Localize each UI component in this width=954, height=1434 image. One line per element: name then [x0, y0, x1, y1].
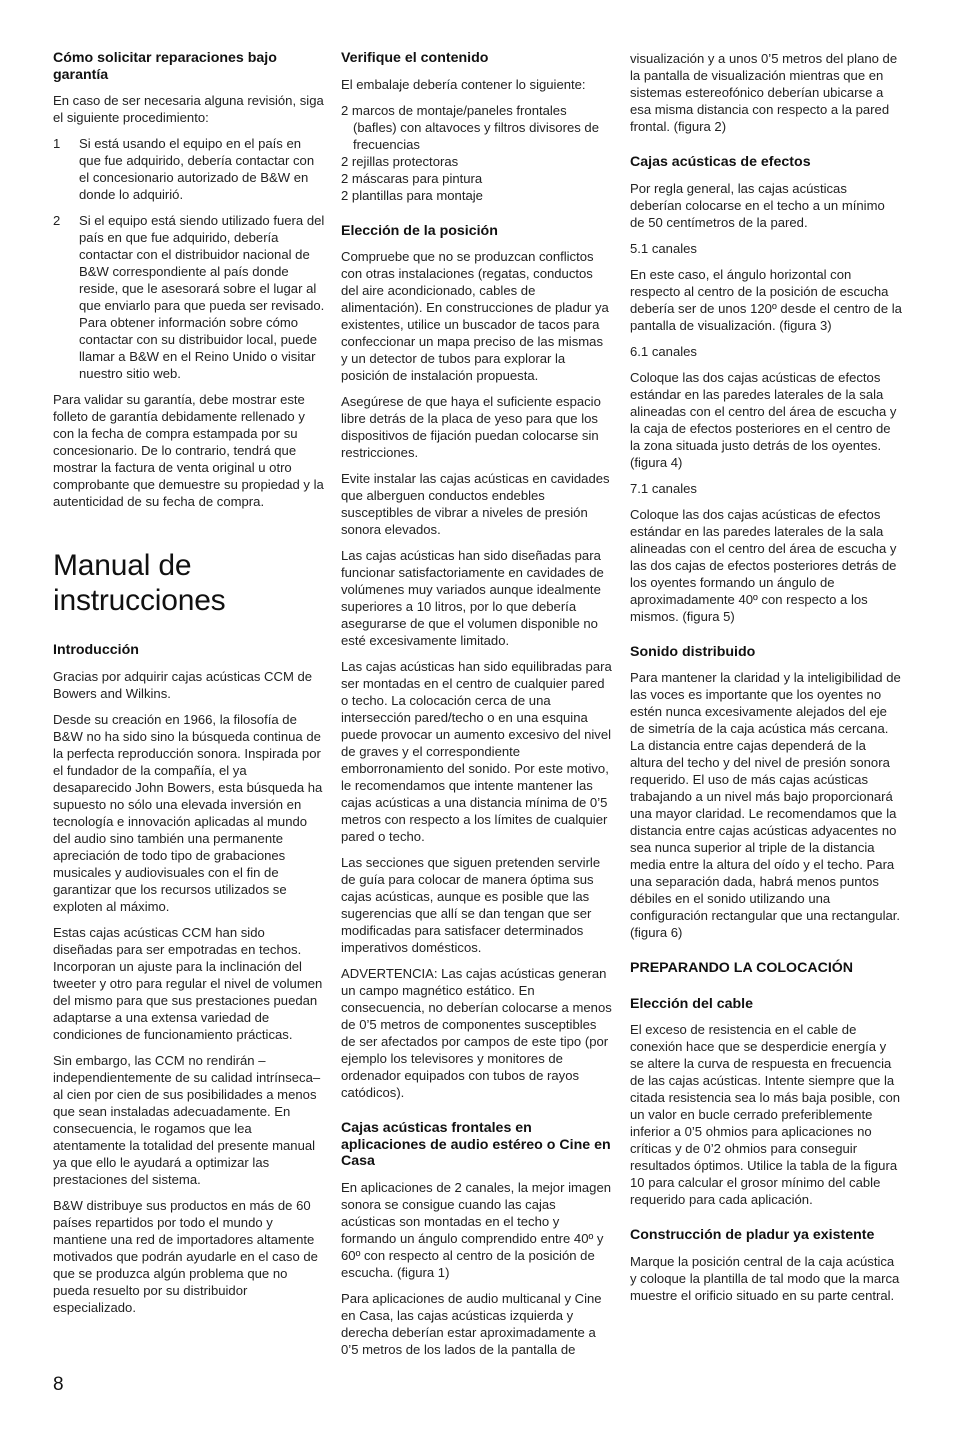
- effects-heading: Cajas acústicas de efectos: [630, 154, 811, 170]
- list-item: 1 Si está usando el equipo en el país en que fue adquirido, debería contactar con el concesionario autorizado de B&W en donde lo adquirió.: [53, 136, 315, 202]
- column-2: [341, 50, 613, 1367]
- list-item: 2 rejillas protectoras: [341, 153, 459, 169]
- subheading-5-1: 5.1 canales: [630, 240, 697, 256]
- paragraph: Por regla general, las cajas acústicas deberían colocarse en el techo a un mínimo de 50 centímetros de la pared.: [630, 180, 885, 230]
- list-item: 2 plantillas para montaje: [341, 187, 483, 203]
- subheading-6-1: 6.1 canales: [630, 343, 697, 359]
- column-3: [630, 50, 902, 1313]
- paragraph: Evite instalar las cajas acústicas en cavidades que alberguen conductos endebles susceptibles de vibrar a niveles de presión sonora elevados.: [341, 471, 610, 537]
- paragraph: Marque la posición central de la caja acústica y coloque la plantilla de tal modo que la marca muestre el orificio situado en su parte central.: [630, 1253, 900, 1303]
- paragraph: Las secciones que siguen pretenden servirle de guía para colocar de manera óptima sus cajas acústicas, aunque es posible que las sugerencias que allí se dan tengan que ser modificadas para satisfacer determinados imperativos domésticos.: [341, 855, 601, 955]
- paragraph: Sin embargo, las CCM no rendirán –independientemente de su calidad intrínseca– al cien por cien de sus posibilidades a menos que sean instaladas adecuadamente. En consecuencia, le rogamos que lea atentamente la totalidad del presente manual ya que ello le ayudará a optimizar las prestaciones del sistema.: [53, 1052, 321, 1187]
- paragraph: Para mantener la claridad y la inteligibilidad de las voces es importante que los oyentes no estén nunca excesivamente alejados del eje de simetría de la caja acústica más cercana. La distancia entre cajas dependerá de la altura del techo y del nivel de presión sonora requerido. El uso de más cajas acústicas trabajando a un nivel más bajo proporcionará una mayor claridad. Le recomendamos que la distancia entre cajas acústicas adyacentes no sea nunca superior al triple de la distancia media entre la altura del oído y el techo. Para una separación dada, habrá menos puntos débiles en el sonido utilizando una configuración rectangular que una rectangular. (figura 6): [630, 670, 901, 940]
- distributed-heading: Sonido distribuido: [630, 643, 756, 660]
- paragraph: visualización y a unos 0’5 metros del plano de la pantalla de visualización mientras que en sistemas estereofónico deberían ubicarse a esa misma distancia con respecto a la pared frontal. (figura 2): [630, 51, 898, 134]
- paragraph: En aplicaciones de 2 canales, la mejor imagen sonora se consigue cuando las cajas acústicas son montadas en el techo y formando un ángulo comprendido entre 40º y 60º con respecto al centro de la posición de escucha. (figura 1): [341, 1179, 612, 1280]
- prep-heading: PREPARANDO LA COLOCACIÓN: [630, 960, 854, 976]
- front-speakers-heading: Cajas acústicas frontales en aplicaciones de audio estéreo o Cine en Casa: [341, 1120, 611, 1169]
- paragraph: El exceso de resistencia en el cable de conexión hace que se desperdicie energía y se altere la curva de respuesta en frecuencia de las cajas acústicas. Intente siempre que la citada resistencia sea lo más baja posible, con un valor en bucle cerrado preferiblemente inferior a 0’5 ohmios para aplicaciones no críticas y de 0’2 ohmios para conseguir resultados óptimos. Utilice la tabla de la figura 10 para calcular el grosor mínimo del cable requerido para cada aplicación.: [630, 1022, 901, 1207]
- warranty-validate: Para validar su garantía, debe mostrar este folleto de garantía debidamente rellenado y con la fecha de compra estampada por su concesionario. De lo contrario, tendrá que mostrar la factura de venta original u otro comprobante que demuestre su propiedad y la autenticidad de su fecha de compra.: [53, 392, 324, 509]
- paragraph: Asegúrese de que haya el suficiente espacio libre detrás de la placa de yeso para que los dispositivos de fijación puedan colocarse sin restricciones.: [341, 394, 601, 460]
- column-1: [53, 50, 325, 1325]
- warranty-steps: [53, 135, 325, 382]
- paragraph: Estas cajas acústicas CCM han sido diseñadas para ser empotradas en techos. Incorporan un ajuste para la inclinación del tweeter y otro para regular el nivel de volumen del mismo para que sus prestaciones puedan adaptarse a una extensa variedad de condiciones de funcionamiento prácticas.: [53, 924, 323, 1042]
- warranty-heading: Cómo solicitar reparaciones bajo garantía: [53, 50, 277, 83]
- cable-heading: Elección del cable: [630, 995, 754, 1012]
- paragraph: Las cajas acústicas han sido diseñadas para funcionar satisfactoriamente en cavidades de volúmenes muy variados aunque idealmente superiores a 10 litros, por lo que debería asegurarse de que el volumen disponible no esté excesivamente limitado.: [341, 548, 604, 648]
- paragraph: En este caso, el ángulo horizontal con respecto al centro de la posición de escucha debería ser de unos 120º desde el centro de la pantalla de visualización. (figura 3): [630, 266, 902, 333]
- paragraph: Coloque las dos cajas acústicas de efectos estándar en las paredes laterales de la sala alineadas con el centro del área de escucha y las dos cajas de efectos posteriores detrás de los oyentes formando un ángulo de aproximadamente 40º con respecto a los mismos. (figura 5): [630, 506, 897, 624]
- paragraph: Compruebe que no se produzcan conflictos con otras instalaciones (regatas, conductos del aire acondicionado, cables de alimentación). En construcciones de pladur ya existentes, utilice un buscador de tacos para confeccionar un mapa preciso de las mismas y un detector de tubos para explorar la posición de instalación propuesta.: [341, 249, 609, 383]
- paragraph: B&W distribuye sus productos en más de 60 países repartidos por todo el mundo y mantiene una red de importadores altamente motivados que podrán ayudarle en el caso de que se produzca algún problema que no pueda resuelto por su distribuidor especializado.: [53, 1197, 318, 1315]
- paragraph: Para aplicaciones de audio multicanal y Cine en Casa, las cajas acústicas izquierda y derecha deberían estar aproximadamente a 0’5 metros de los lados de la pantalla de: [341, 1290, 602, 1357]
- list-item: 2 marcos de montaje/paneles frontales (bafles) con altavoces y filtros divisores de frecuencias: [341, 102, 599, 152]
- manual-title: Manual de instrucciones: [53, 549, 226, 617]
- contents-heading: Verifique el contenido: [341, 50, 489, 66]
- list-item: 2 máscaras para pintura: [341, 170, 483, 186]
- paragraph: Coloque las dos cajas acústicas de efectos estándar en las paredes laterales de la sala alineadas con el centro del área de escucha y la caja de efectos posteriores en el centro de la zona situada justo detrás de los oyentes. (figura 4): [630, 369, 897, 470]
- paragraph: Las cajas acústicas han sido equilibradas para ser montadas en el centro de cualquier pared o techo. La colocación cerca de una intersección pared/techo o en una esquina puede provocar un aumento excesivo del nivel de graves y el correspondiente emborronamiento del sonido. Por este motivo, le recomendamos que intente mantener las cajas acústicas a una distancia mínima de 0’5 metros con respecto a los límites de cualquier pared o techo.: [341, 659, 612, 844]
- paragraph: El embalaje debería contener lo siguiente:: [341, 76, 586, 92]
- paragraph: ADVERTENCIA: Las cajas acústicas generan un campo magnético estático. En consecuencia, no deberían colocarse a menos de 0’5 metros de componentes susceptibles de ser afectados por campos de este tipo (por ejemplo los televisores y monitores de ordenador equipados con tubos de rayos catódicos).: [341, 966, 612, 1100]
- contents-list: [341, 102, 613, 204]
- list-item: 2 Si el equipo está siendo utilizado fuera del país en que fue adquirido, debería contactar con el distribuidor nacional de B&W correspondiente al país donde reside, que le asesorará sobre el lugar al que enviarlo para que pueda ser revisado. Para obtener información sobre cómo contactar con su distribuidor local, puede llamar a B&W en el Reino Unido o visitar nuestro sitio web.: [53, 213, 325, 381]
- intro-heading: Introducción: [53, 642, 139, 658]
- subheading-7-1: 7.1 canales: [630, 480, 697, 496]
- warranty-intro: En caso de ser necesaria alguna revisión, siga el siguiente procedimiento:: [53, 93, 324, 125]
- position-heading: Elección de la posición: [341, 222, 498, 239]
- page-number: 8: [53, 1374, 64, 1395]
- paragraph: Desde su creación en 1966, la filosofía de B&W no ha sido sino la búsqueda continua de la perfecta reproducción sonora. Inspirada por el fundador de la compañía, el ya desaparecido John Bowers, esta búsqueda ha supuesto no sólo una elevada inversión en tecnología e innovación aplicadas al mundo del audio sino también una permanente apreciación de todo tipo de grabaciones musicales y audiovisuales con el fin de garantizar que los recursos utilizados se exploten al máximo.: [53, 711, 323, 914]
- paragraph: Gracias por adquirir cajas acústicas CCM de Bowers and Wilkins.: [53, 668, 313, 701]
- drywall-heading: Construcción de pladur ya existente: [630, 1227, 875, 1243]
